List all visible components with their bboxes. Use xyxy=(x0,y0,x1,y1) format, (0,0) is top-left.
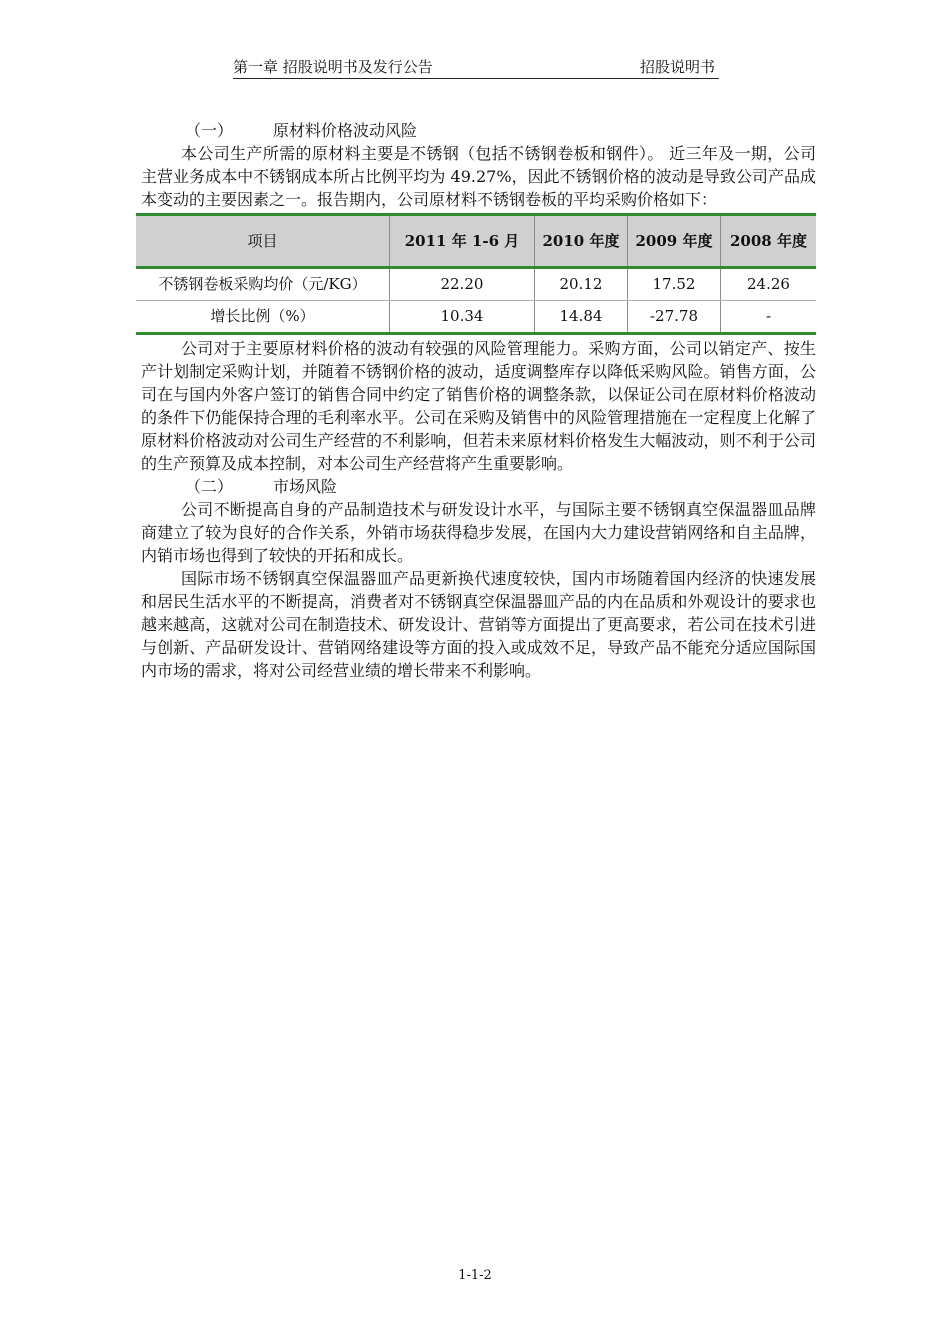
price-table xyxy=(136,213,816,335)
table-header-row xyxy=(136,215,816,268)
page-header xyxy=(233,57,719,79)
header-chapter-title: 第一章 招股说明书及发行公告 xyxy=(233,58,433,76)
column-header-2010: 2010 年度 xyxy=(535,215,628,268)
table-cell: 20.12 xyxy=(535,268,628,301)
paragraph-market-risk: 国际市场不锈钢真空保温器皿产品更新换代速度较快，国内市场随着国内经济的快速发展和居民生活水平的不断提高，消费者对不锈钢真空保温器皿产品的内在品质和外观设计的要求也越来越高，这就对公司在制造技术、研发设计、营销等方面提出了更高要求，若公司在技术引进与创新、产品研发设计、营销网络建设等方面的投入或成效不足，导致产品不能充分适应国际国内市场的需求，将对公司经营业绩的增长带来不利影响。 xyxy=(141,569,816,680)
table-cell: 14.84 xyxy=(535,301,628,334)
table-cell: - xyxy=(721,301,817,334)
paragraph-raw-material-intro: 本公司生产所需的原材料主要是不锈钢（包括不锈钢卷板和钢件）。 近三年及一期，公司主营业务成本中不锈钢成本所占比例平均为 49.27%，因此不锈钢价格的波动是导致公司产品成本变动的主要因素之一。报告期内，公司原材料不锈钢卷板的平均采购价格如下： xyxy=(141,144,816,209)
table-row xyxy=(136,268,816,301)
paragraph-risk-management: 公司对于主要原材料价格的波动有较强的风险管理能力。采购方面，公司以销定产、按生产计划制定采购计划，并随着不锈钢价格的波动，适度调整库存以降低采购风险。销售方面，公司在与国内外客户签订的销售合同中约定了销售价格的调整条款，以保证公司在原材料价格波动的条件下仍能保持合理的毛利率水平。公司在采购及销售中的风险管理措施在一定程度上化解了原材料价格波动对公司生产经营的不利影响，但若未来原材料价格发生大幅波动，则不利于公司的生产预算及成本控制，对本公司生产经营将产生重要影响。 xyxy=(141,339,816,473)
section-number: （一） xyxy=(185,121,234,140)
table-cell: 22.20 xyxy=(390,268,535,301)
row-label: 不锈钢卷板采购均价（元/KG） xyxy=(136,268,390,301)
section-title: 市场风险 xyxy=(273,477,338,496)
column-header-2008: 2008 年度 xyxy=(721,215,817,268)
section-title: 原材料价格波动风险 xyxy=(273,121,418,140)
column-header-2009: 2009 年度 xyxy=(628,215,721,268)
page-content xyxy=(141,119,816,682)
section-heading-raw-material xyxy=(141,119,816,142)
section-number: （二） xyxy=(185,477,234,496)
paragraph-market-development: 公司不断提高自身的产品制造技术与研发设计水平，与国际主要不锈钢真空保温器皿品牌商建立了较为良好的合作关系，外销市场获得稳步发展，在国内大力建设营销网络和自主品牌，内销市场也得到了较快的开拓和成长。 xyxy=(141,500,816,565)
table-cell: -27.78 xyxy=(628,301,721,334)
header-document-title: 招股说明书 xyxy=(639,58,715,76)
section-heading-market-risk xyxy=(141,475,816,498)
table-cell: 10.34 xyxy=(390,301,535,334)
page-number: 1-1-2 xyxy=(458,1268,492,1283)
table-cell: 17.52 xyxy=(628,268,721,301)
column-header-item: 项目 xyxy=(136,215,390,268)
row-label: 增长比例（%） xyxy=(136,301,390,334)
table-cell: 24.26 xyxy=(721,268,817,301)
column-header-2011h1: 2011 年 1-6 月 xyxy=(390,215,535,268)
table-row xyxy=(136,301,816,334)
